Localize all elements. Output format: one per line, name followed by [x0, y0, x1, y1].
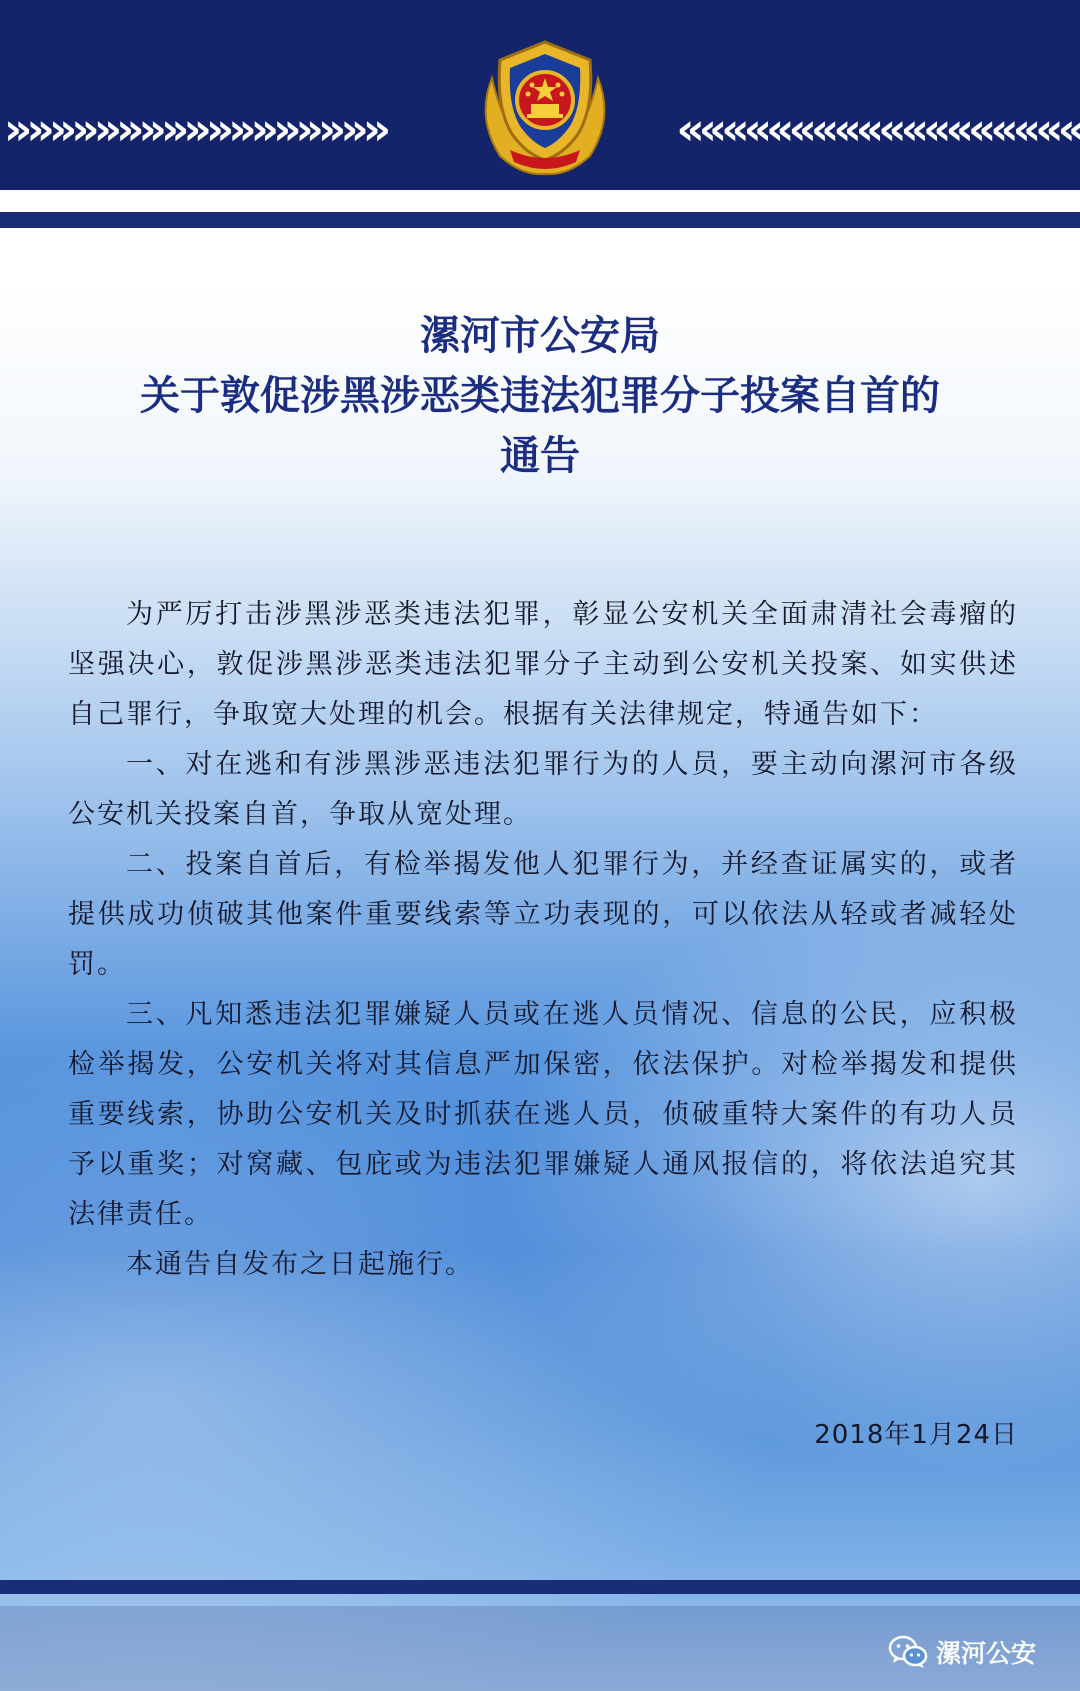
paragraph-closing: 本通告自发布之日起施行。 — [126, 1249, 474, 1280]
wechat-icon — [888, 1634, 928, 1670]
title-line-3: 通告 — [500, 433, 580, 479]
paragraph-item-1: 一、对在逃和有涉黑涉恶违法犯罪行为的人员，要主动向漯河市各级公安机关投案自首，争取从宽处理。 — [68, 749, 1018, 830]
police-badge-icon — [470, 38, 620, 178]
paragraph-item-3: 三、凡知悉违法犯罪嫌疑人员或在逃人员情况、信息的公民，应积极检举揭发，公安机关将对其信息严加保密，依法保护。对检举揭发和提供重要线索，协助公安机关及时抓获在逃人员，侦破重特大案件的有功人员予以重奖；对窝藏、包庇或为违法犯罪嫌疑人通风报信的，将依法追究其法律责任。 — [68, 999, 1018, 1230]
title-line-1: 漯河市公安局 — [420, 313, 660, 359]
paragraph-item-2: 二、投案自首后，有检举揭发他人犯罪行为，并经查证属实的，或者提供成功侦破其他案件重要线索等立功表现的，可以依法从轻或者减轻处罚。 — [68, 849, 1018, 980]
paragraph-intro: 为严厉打击涉黑涉恶类违法犯罪，彰显公安机关全面肃清社会毒瘤的坚强决心，敦促涉黑涉恶类违法犯罪分子主动到公安机关投案、如实供述自己罪行，争取宽大处理的机会。根据有关法律规定，特通告如下： — [68, 599, 1018, 730]
header-chevrons-left: »»»»»»»»»»»»»»»»» — [4, 108, 386, 152]
notice-title — [0, 306, 1080, 486]
footer-bar — [0, 1580, 1080, 1594]
watermark-text: 漯河公安 — [936, 1639, 1037, 1668]
title-line-2: 关于敦促涉黑涉恶类违法犯罪分子投案自首的 — [140, 373, 940, 419]
header-divider-light — [0, 190, 1080, 212]
header-chevrons-right: «««««««««««««««««« — [676, 108, 1080, 152]
wechat-watermark — [888, 1632, 1036, 1672]
notice-date: 2018年1月24日 — [814, 1420, 1018, 1450]
notice-body — [68, 590, 1018, 1290]
header-divider-dark — [0, 212, 1080, 228]
